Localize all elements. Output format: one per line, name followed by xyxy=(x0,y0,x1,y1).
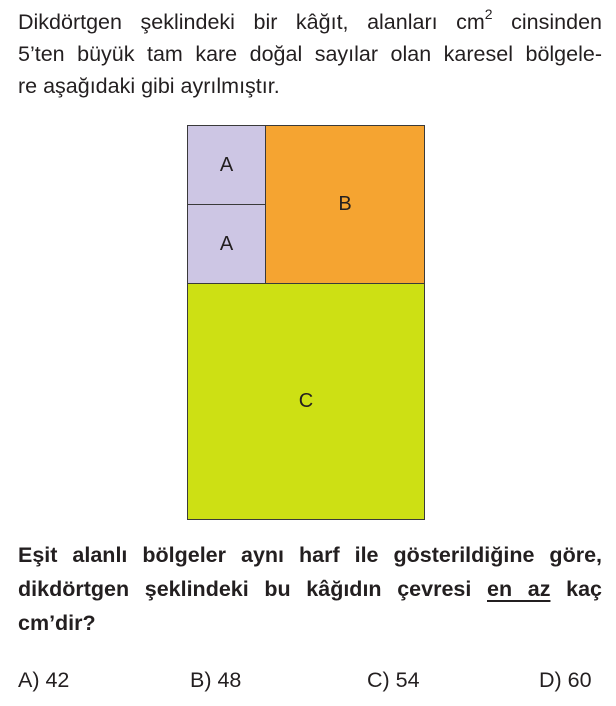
superscript-exponent: 2 xyxy=(484,5,493,22)
region-a-top xyxy=(187,125,266,205)
choice-c[interactable]: C) 54 xyxy=(367,668,420,692)
region-c-label: C xyxy=(298,390,314,412)
emphasis-underline: en az xyxy=(487,577,551,601)
choice-d[interactable]: D) 60 xyxy=(539,668,592,692)
statement-line-1 xyxy=(18,6,602,38)
question-text xyxy=(18,538,602,640)
problem-statement xyxy=(18,6,602,102)
region-b-label: B xyxy=(338,193,352,215)
question-text-part: dikdörtgen şeklindeki bu kâğıdın çevresi xyxy=(18,577,487,601)
statement-text: Dikdörtgen şeklindeki bir kâğıt, alanları cm xyxy=(18,10,485,34)
answer-choices xyxy=(18,668,602,698)
choice-a[interactable]: A) 42 xyxy=(18,668,70,692)
rectangle-figure xyxy=(187,125,425,520)
question-text-part: kaç xyxy=(550,577,602,601)
region-a-bottom xyxy=(187,204,266,284)
region-a-label: A xyxy=(219,232,234,255)
question-line-3: cm’dir? xyxy=(18,611,96,635)
region-b xyxy=(265,125,425,284)
statement-line-2: 5’ten büyük tam kare doğal sayılar olan karesel bölgele- xyxy=(18,42,602,66)
region-c xyxy=(187,283,425,520)
question-line-1: Eşit alanlı bölgeler aynı harf ile gösterildiğine göre, xyxy=(18,543,602,567)
question-line-2 xyxy=(18,572,602,606)
statement-text: cinsinden xyxy=(492,10,602,34)
statement-line-3: re aşağıdaki gibi ayrılmıştır. xyxy=(18,74,280,98)
region-a-label: A xyxy=(219,153,234,176)
choice-b[interactable]: B) 48 xyxy=(190,668,242,692)
